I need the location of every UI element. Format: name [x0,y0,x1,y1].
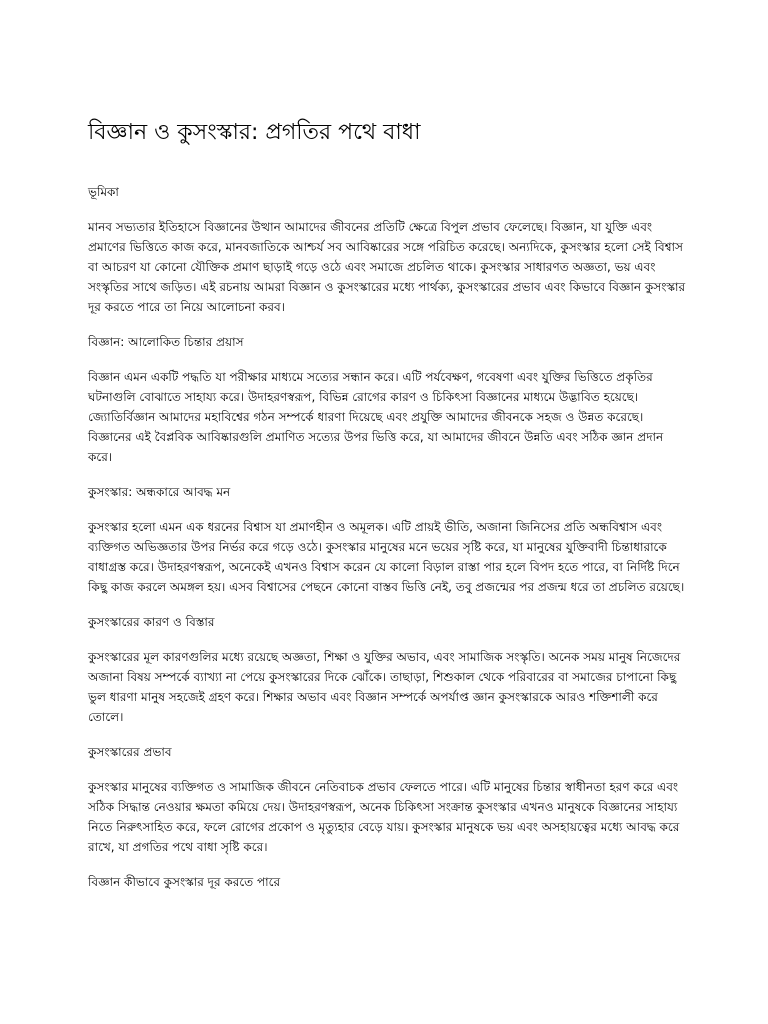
section-effects [88,742,686,857]
section-superstition [88,482,686,597]
document-title: বিজ্ঞান ও কুসংস্কার: প্রগতির পথে বাধা [88,120,421,145]
section-heading: বিজ্ঞান: আলোকিত চিন্তার প্রয়াস [88,335,244,349]
section-heading: ভূমিকা [88,185,119,199]
section-science [88,332,686,467]
section-paragraph: বিজ্ঞান এমন একটি পদ্ধতি যা পরীক্ষার মাধ্যমে সত্যের সন্ধান করে। এটি পর্যবেক্ষণ, গবেষণা এবং যুক্তির ভিত্তিতে প্রকৃতির ঘটনাগুলি বোঝাতে সাহায্য করে। উদাহরণস্বরূপ, বিভিন্ন রোগের কারণ ও চিকিৎসা বিজ্ঞানের মাধ্যমে উদ্ভাবিত হয়েছে। জ্যোতির্বিজ্ঞান আমাদের মহাবিশ্বের গঠন সম্পর্কে ধারণা দিয়েছে এবং প্রযুক্তি আমাদের জীবনকে সহজ ও উন্নত করেছে। বিজ্ঞানের এই বৈপ্লবিক আবিষ্কারগুলি প্রমাণিত সত্যের উপর ভিত্তি করে, যা আমাদের জীবনে উন্নতি এবং সঠিক জ্ঞান প্রদান করে। [88,370,664,464]
section-heading: কুসংস্কারের প্রভাব [88,745,172,759]
section-causes [88,612,686,727]
section-paragraph: কুসংস্কারের মূল কারণগুলির মধ্যে রয়েছে অজ্ঞতা, শিক্ষা ও যুক্তির অভাব, এবং সামাজিক সংস্কৃতি। অনেক সময় মানুষ নিজেদের অজানা বিষয় সম্পর্কে ব্যাখ্যা না পেয়ে কুসংস্কারের দিকে ঝোঁকে। তাছাড়া, শিশুকাল থেকে পরিবারের বা সমাজের চাপানো কিছু ভুল ধারণা মানুষ সহজেই গ্রহণ করে। শিক্ষার অভাব এবং বিজ্ঞান সম্পর্কে অপর্যাপ্ত জ্ঞান কুসংস্কারকে আরও শক্তিশালী করে তোলে। [88,650,681,724]
section-heading: বিজ্ঞান কীভাবে কুসংস্কার দূর করতে পারে [88,875,281,889]
section-heading: কুসংস্কার: অন্ধকারে আবদ্ধ মন [88,485,231,499]
section-paragraph: মানব সভ্যতার ইতিহাসে বিজ্ঞানের উত্থান আমাদের জীবনের প্রতিটি ক্ষেত্রে বিপুল প্রভাব ফেলেছে। বিজ্ঞান, যা যুক্তি এবং প্রমাণের ভিত্তিতে কাজ করে, মানবজাতিকে আশ্চর্য সব আবিষ্কারের সঙ্গে পরিচিত করেছে। অন্যদিকে, কুসংস্কার হলো সেই বিশ্বাস বা আচরণ যা কোনো যৌক্তিক প্রমাণ ছাড়াই গড়ে ওঠে এবং সমাজে প্রচলিত থাকে। কুসংস্কার সাধারণত অজ্ঞতা, ভয় এবং সংস্কৃতির সাথে জড়িত। এই রচনায় আমরা বিজ্ঞান ও কুসংস্কারের মধ্যে পার্থক্য, কুসংস্কারের প্রভাব এবং কিভাবে বিজ্ঞান কুসংস্কার দূর করতে পারে তা নিয়ে আলোচনা করব। [88,220,686,314]
section-introduction [88,182,686,317]
section-paragraph: কুসংস্কার হলো এমন এক ধরনের বিশ্বাস যা প্রমাণহীন ও অমূলক। এটি প্রায়ই ভীতি, অজানা জিনিসের প্রতি অন্ধবিশ্বাস এবং ব্যক্তিগত অভিজ্ঞতার উপর নির্ভর করে গড়ে ওঠে। কুসংস্কার মানুষের মনে ভয়ের সৃষ্টি করে, যা মানুষের যুক্তিবাদী চিন্তাধারাকে বাধাগ্রস্ত করে। উদাহরণস্বরূপ, অনেকেই এখনও বিশ্বাস করেন যে কালো বিড়াল রাস্তা পার হলে বিপদ হতে পারে, বা নির্দিষ্ট দিনে কিছু কাজ করলে অমঙ্গল হয়। এসব বিশ্বাসের পেছনে কোনো বাস্তব ভিত্তি নেই, তবু প্রজন্মের পর প্রজন্ম ধরে তা প্রচলিত রয়েছে। [88,520,685,594]
document-page [88,118,686,907]
section-paragraph: কুসংস্কার মানুষের ব্যক্তিগত ও সামাজিক জীবনে নেতিবাচক প্রভাব ফেলতে পারে। এটি মানুষের চিন্তার স্বাধীনতা হরণ করে এবং সঠিক সিদ্ধান্ত নেওয়ার ক্ষমতা কমিয়ে দেয়। উদাহরণস্বরূপ, অনেক চিকিৎসা সংক্রান্ত কুসংস্কার এখনও মানুষকে বিজ্ঞানের সাহায্য নিতে নিরুৎসাহিত করে, ফলে রোগের প্রকোপ ও মৃত্যুহার বেড়ে যায়। কুসংস্কার মানুষকে ভয় এবং অসহায়ত্বের মধ্যে আবদ্ধ করে রাখে, যা প্রগতির পথে বাধা সৃষ্টি করে। [88,780,680,854]
section-heading: কুসংস্কারের কারণ ও বিস্তার [88,615,215,629]
section-solution [88,872,686,892]
